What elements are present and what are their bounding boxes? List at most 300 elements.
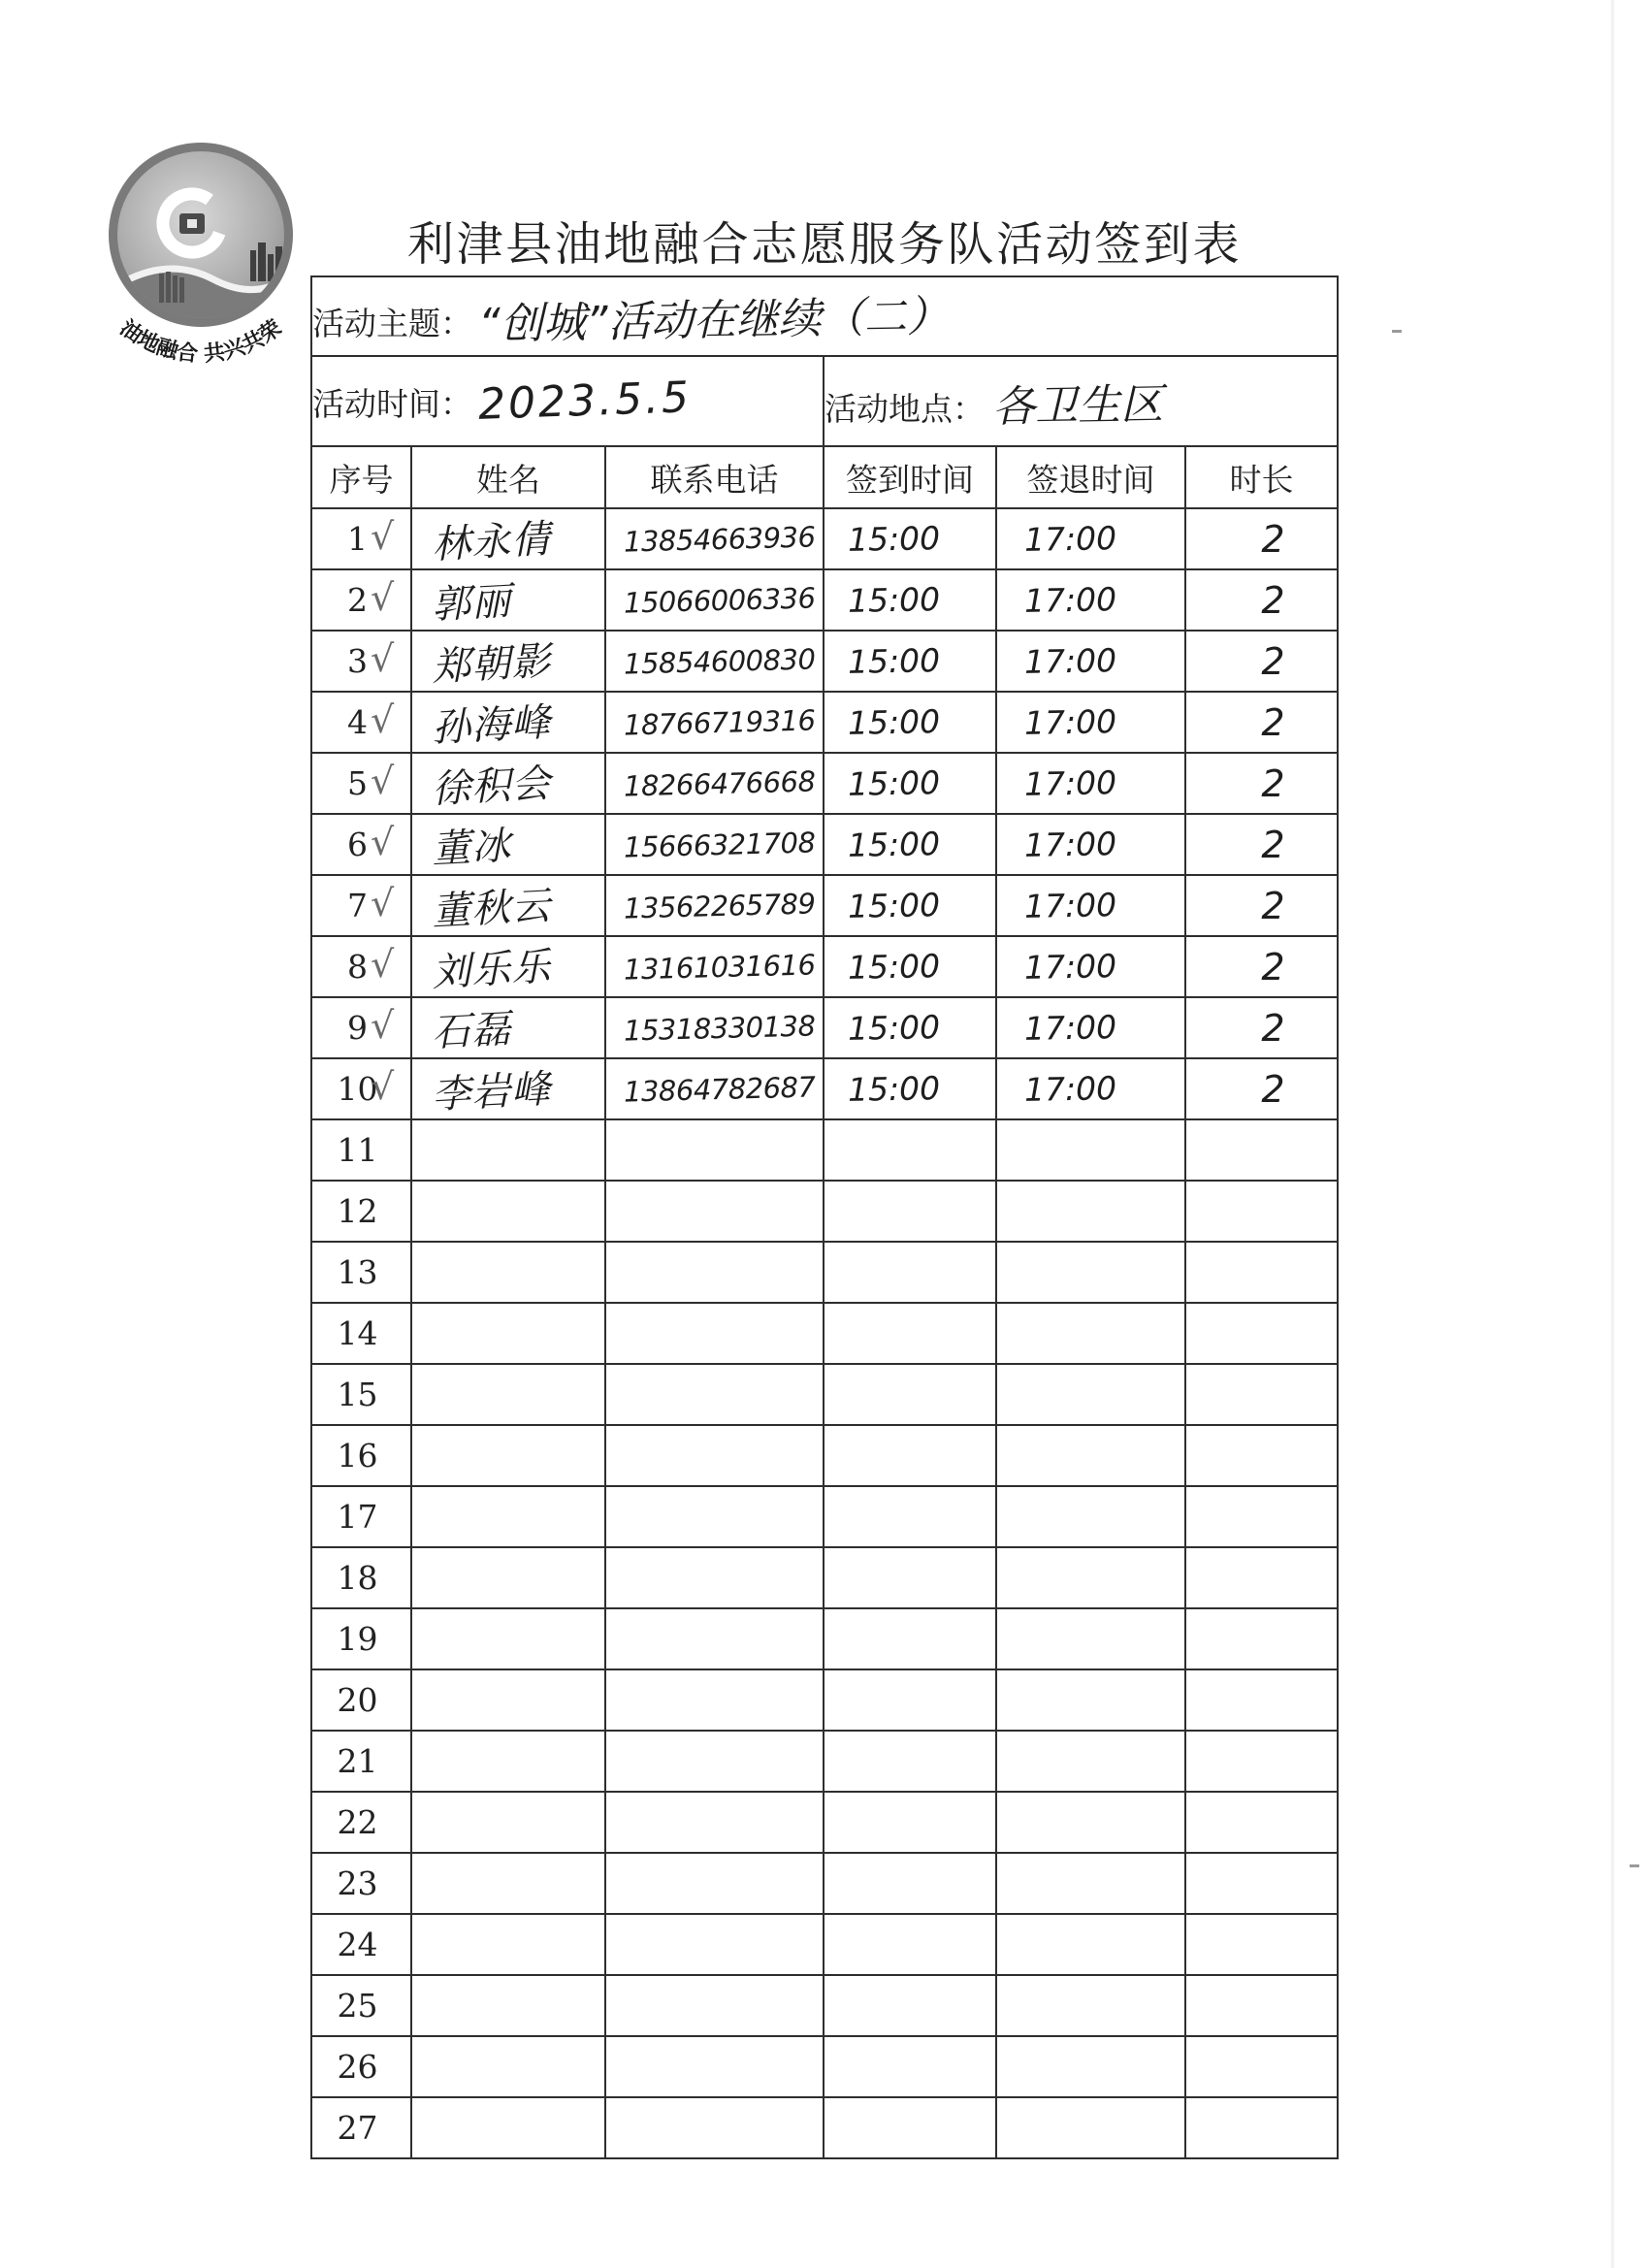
sign-in-cell — [824, 1792, 996, 1853]
name-cell — [411, 936, 605, 997]
sign-out-value: 17:00 — [1023, 763, 1117, 803]
sign-out-value: 17:00 — [1023, 825, 1117, 864]
row-number-cell — [311, 814, 411, 875]
phone-cell — [605, 1119, 824, 1181]
header-no: 序号 — [311, 446, 411, 508]
phone-value: 15318330138 — [623, 1008, 816, 1048]
sign-in-cell — [824, 2036, 996, 2097]
row-number: 19 — [337, 1620, 378, 1658]
row-number-cell — [311, 1242, 411, 1303]
phone-value: 13854663936 — [623, 519, 816, 559]
sign-in-cell — [824, 753, 996, 814]
phone-cell — [605, 631, 824, 692]
sign-out-cell — [996, 1914, 1185, 1975]
row-number: 13 — [337, 1253, 378, 1291]
sign-out-value: 17:00 — [1023, 947, 1117, 987]
check-mark: √ — [371, 1004, 395, 1047]
name-value: 董秋云 — [431, 883, 553, 935]
row-number: 18 — [337, 1559, 378, 1597]
row-number: 21 — [337, 1742, 378, 1780]
sign-in-cell — [824, 1058, 996, 1119]
hours-cell — [1185, 1181, 1338, 1242]
sign-out-cell — [996, 2036, 1185, 2097]
name-cell — [411, 875, 605, 936]
sign-in-cell — [824, 692, 996, 753]
row-number-cell — [311, 1669, 411, 1731]
sign-in-cell — [824, 631, 996, 692]
hours-value: 2 — [1261, 823, 1285, 866]
check-mark: √ — [371, 821, 395, 863]
row-number: 24 — [337, 1926, 378, 1963]
sign-in-cell — [824, 1669, 996, 1731]
check-mark: √ — [371, 1065, 395, 1108]
sign-out-cell — [996, 1975, 1185, 2036]
sign-out-cell — [996, 753, 1185, 814]
row-number: 1 — [347, 520, 368, 558]
row-number: 20 — [337, 1681, 378, 1719]
sign-in-cell — [824, 1242, 996, 1303]
sign-in-cell — [824, 1181, 996, 1242]
row-number-cell — [311, 753, 411, 814]
time-value: 2023.5.5 — [477, 373, 693, 430]
row-number-cell — [311, 1792, 411, 1853]
table-row — [311, 1486, 1338, 1547]
sign-out-cell — [996, 1242, 1185, 1303]
table-row — [311, 1975, 1338, 2036]
sign-out-cell — [996, 1669, 1185, 1731]
logo-caption-text: 油地融合 共兴共荣 — [114, 314, 287, 368]
phone-cell — [605, 692, 824, 753]
hours-value: 2 — [1261, 884, 1285, 927]
scan-speck — [1630, 1864, 1639, 1867]
row-number-cell — [311, 692, 411, 753]
sign-out-cell — [996, 1058, 1185, 1119]
sign-in-table — [310, 275, 1339, 2159]
table-row — [311, 875, 1338, 936]
table-row — [311, 1364, 1338, 1425]
phone-cell — [605, 1364, 824, 1425]
sign-in-cell — [824, 875, 996, 936]
name-value: 徐积会 — [431, 761, 553, 813]
phone-cell — [605, 1547, 824, 1608]
row-number: 8 — [347, 948, 368, 986]
sign-in-cell — [824, 1364, 996, 1425]
row-number: 7 — [347, 887, 368, 924]
name-value: 李岩峰 — [431, 1066, 553, 1118]
hours-cell — [1185, 1364, 1338, 1425]
hours-value: 2 — [1261, 639, 1285, 683]
sign-out-cell — [996, 508, 1185, 569]
check-mark: √ — [371, 760, 395, 802]
hours-cell — [1185, 508, 1338, 569]
sign-out-cell — [996, 814, 1185, 875]
sign-in-value: 15:00 — [847, 641, 941, 681]
phone-cell — [605, 1058, 824, 1119]
check-mark: √ — [371, 943, 395, 986]
row-number: 14 — [337, 1314, 378, 1352]
sign-in-cell — [824, 1608, 996, 1669]
phone-cell — [605, 875, 824, 936]
table-row — [311, 2097, 1338, 2158]
sign-out-value: 17:00 — [1023, 580, 1117, 620]
sign-out-value: 17:00 — [1023, 702, 1117, 742]
phone-value: 18266476668 — [623, 763, 816, 803]
phone-cell — [605, 1242, 824, 1303]
name-cell — [411, 1731, 605, 1792]
table-row — [311, 1914, 1338, 1975]
hours-cell — [1185, 814, 1338, 875]
time-cell — [311, 356, 824, 446]
name-cell — [411, 692, 605, 753]
hours-value: 2 — [1261, 700, 1285, 744]
name-value: 郑朝影 — [431, 638, 553, 691]
check-mark: √ — [371, 637, 395, 680]
sign-out-cell — [996, 1608, 1185, 1669]
hours-cell — [1185, 1425, 1338, 1486]
row-number: 17 — [337, 1498, 378, 1536]
sign-in-cell — [824, 1486, 996, 1547]
row-number-cell — [311, 1364, 411, 1425]
row-number-cell — [311, 1853, 411, 1914]
hours-cell — [1185, 2097, 1338, 2158]
name-cell — [411, 1853, 605, 1914]
table-row — [311, 1669, 1338, 1731]
place-value: 各卫生区 — [991, 378, 1164, 433]
row-number: 4 — [347, 703, 368, 741]
hours-cell — [1185, 1792, 1338, 1853]
scan-speck — [1392, 330, 1402, 333]
hours-cell — [1185, 1914, 1338, 1975]
check-mark: √ — [371, 882, 395, 924]
row-number: 5 — [347, 764, 368, 802]
hours-cell — [1185, 1975, 1338, 2036]
table-row — [311, 1119, 1338, 1181]
phone-cell — [605, 1181, 824, 1242]
name-cell — [411, 997, 605, 1058]
sign-out-cell — [996, 1853, 1185, 1914]
phone-cell — [605, 2097, 824, 2158]
table-row — [311, 1731, 1338, 1792]
sign-out-cell — [996, 997, 1185, 1058]
hours-cell — [1185, 1669, 1338, 1731]
table-row — [311, 569, 1338, 631]
phone-value: 15666321708 — [623, 825, 816, 864]
hours-cell — [1185, 753, 1338, 814]
sign-out-cell — [996, 1364, 1185, 1425]
row-number: 25 — [337, 1987, 378, 2025]
phone-cell — [605, 1486, 824, 1547]
theme-value: “创城”活动在继续（二） — [477, 291, 951, 350]
row-number-cell — [311, 631, 411, 692]
name-cell — [411, 753, 605, 814]
sign-in-cell — [824, 1914, 996, 1975]
row-number-cell — [311, 2036, 411, 2097]
phone-value: 15854600830 — [623, 641, 816, 681]
sign-in-value: 15:00 — [847, 519, 941, 559]
phone-cell — [605, 814, 824, 875]
table-row — [311, 997, 1338, 1058]
sign-out-cell — [996, 1303, 1185, 1364]
name-cell — [411, 1058, 605, 1119]
sign-in-value: 15:00 — [847, 947, 941, 987]
row-number: 16 — [337, 1437, 378, 1474]
phone-cell — [605, 997, 824, 1058]
table-row — [311, 814, 1338, 875]
hours-cell — [1185, 1608, 1338, 1669]
row-number: 23 — [337, 1864, 378, 1902]
sign-out-cell — [996, 1425, 1185, 1486]
table-row — [311, 2036, 1338, 2097]
place-label: 活动地点： — [824, 389, 985, 428]
sign-in-value: 15:00 — [847, 1008, 941, 1048]
row-number: 12 — [337, 1192, 378, 1230]
sign-in-cell — [824, 1975, 996, 2036]
theme-row — [311, 276, 1338, 356]
table-row — [311, 1181, 1338, 1242]
hours-value: 2 — [1261, 1006, 1285, 1050]
name-cell — [411, 1242, 605, 1303]
name-cell — [411, 1303, 605, 1364]
sign-out-cell — [996, 631, 1185, 692]
phone-cell — [605, 1303, 824, 1364]
header-row — [311, 446, 1338, 508]
phone-cell — [605, 936, 824, 997]
row-number-cell — [311, 1731, 411, 1792]
phone-cell — [605, 1608, 824, 1669]
row-number-cell — [311, 1303, 411, 1364]
phone-cell — [605, 2036, 824, 2097]
name-cell — [411, 1608, 605, 1669]
name-cell — [411, 814, 605, 875]
table-row — [311, 508, 1338, 569]
row-number-cell — [311, 1914, 411, 1975]
name-cell — [411, 2036, 605, 2097]
row-number-cell — [311, 1486, 411, 1547]
place-cell — [824, 356, 1338, 446]
hours-cell — [1185, 2036, 1338, 2097]
row-number: 26 — [337, 2048, 378, 2086]
header-sign-out: 签退时间 — [996, 446, 1185, 508]
row-number-cell — [311, 1608, 411, 1669]
row-number: 22 — [337, 1803, 378, 1841]
name-cell — [411, 1119, 605, 1181]
row-number: 15 — [337, 1376, 378, 1413]
sign-in-cell — [824, 1119, 996, 1181]
row-number: 3 — [347, 642, 368, 680]
sign-in-cell — [824, 1303, 996, 1364]
phone-cell — [605, 1425, 824, 1486]
sign-out-cell — [996, 692, 1185, 753]
name-cell — [411, 508, 605, 569]
phone-cell — [605, 1669, 824, 1731]
header-phone: 联系电话 — [605, 446, 824, 508]
row-number-cell — [311, 1975, 411, 2036]
row-number-cell — [311, 997, 411, 1058]
name-cell — [411, 1975, 605, 2036]
check-mark: √ — [371, 698, 395, 741]
phone-cell — [605, 1731, 824, 1792]
header-sign-in: 签到时间 — [824, 446, 996, 508]
phone-value: 18766719316 — [623, 702, 816, 742]
header-hours: 时长 — [1185, 446, 1338, 508]
sign-in-value: 15:00 — [847, 763, 941, 803]
name-cell — [411, 1364, 605, 1425]
name-cell — [411, 1181, 605, 1242]
scan-edge-shadow — [1610, 0, 1615, 2268]
sign-out-cell — [996, 569, 1185, 631]
row-number-cell — [311, 1058, 411, 1119]
name-cell — [411, 1486, 605, 1547]
name-value: 孙海峰 — [431, 699, 553, 752]
name-cell — [411, 1547, 605, 1608]
table-row — [311, 1792, 1338, 1853]
row-number: 6 — [347, 826, 368, 863]
sign-in-cell — [824, 936, 996, 997]
row-number: 27 — [337, 2109, 378, 2147]
hours-cell — [1185, 875, 1338, 936]
table-row — [311, 692, 1338, 753]
table-row — [311, 631, 1338, 692]
name-value: 石磊 — [431, 1006, 513, 1056]
row-number-cell — [311, 569, 411, 631]
name-cell — [411, 1914, 605, 1975]
sign-out-cell — [996, 875, 1185, 936]
page-title: 利津县油地融合志愿服务队活动签到表 — [406, 217, 1243, 272]
table-row — [311, 1058, 1338, 1119]
phone-value: 13562265789 — [623, 886, 816, 925]
hours-cell — [1185, 1731, 1338, 1792]
sign-out-value: 17:00 — [1023, 519, 1117, 559]
hours-cell — [1185, 1547, 1338, 1608]
name-cell — [411, 2097, 605, 2158]
hours-cell — [1185, 1486, 1338, 1547]
check-mark: √ — [371, 576, 395, 619]
row-number-cell — [311, 2097, 411, 2158]
phone-cell — [605, 753, 824, 814]
sign-in-cell — [824, 1547, 996, 1608]
table-row — [311, 1425, 1338, 1486]
theme-cell — [311, 276, 1338, 356]
hours-cell — [1185, 1303, 1338, 1364]
name-cell — [411, 569, 605, 631]
table-row — [311, 1303, 1338, 1364]
table-row — [311, 1242, 1338, 1303]
hours-cell — [1185, 936, 1338, 997]
hours-cell — [1185, 1853, 1338, 1914]
sign-in-cell — [824, 508, 996, 569]
sign-out-cell — [996, 2097, 1185, 2158]
sign-out-value: 17:00 — [1023, 1069, 1117, 1109]
sign-in-cell — [824, 814, 996, 875]
row-number: 11 — [337, 1131, 378, 1169]
hours-value: 2 — [1261, 1067, 1285, 1111]
row-number-cell — [311, 508, 411, 569]
table-row — [311, 936, 1338, 997]
sign-in-value: 15:00 — [847, 886, 941, 925]
sign-out-value: 17:00 — [1023, 641, 1117, 681]
phone-cell — [605, 1792, 824, 1853]
table-body — [311, 508, 1338, 2158]
name-value: 董冰 — [431, 823, 513, 873]
sign-out-cell — [996, 1486, 1185, 1547]
sign-in-cell — [824, 997, 996, 1058]
name-cell — [411, 1669, 605, 1731]
row-number-cell — [311, 1547, 411, 1608]
sign-in-cell — [824, 1425, 996, 1486]
name-cell — [411, 1792, 605, 1853]
sign-in-value: 15:00 — [847, 580, 941, 620]
phone-value: 15066006336 — [623, 580, 816, 620]
name-value: 郭丽 — [431, 578, 513, 629]
sign-out-cell — [996, 1119, 1185, 1181]
hours-value: 2 — [1261, 761, 1285, 805]
row-number-cell — [311, 936, 411, 997]
sign-in-cell — [824, 1731, 996, 1792]
sign-out-cell — [996, 1731, 1185, 1792]
sign-out-value: 17:00 — [1023, 1008, 1117, 1048]
sign-out-cell — [996, 1547, 1185, 1608]
table-row — [311, 1608, 1338, 1669]
hours-value: 2 — [1261, 517, 1285, 561]
phone-cell — [605, 1975, 824, 2036]
table-row — [311, 1853, 1338, 1914]
time-label: 活动时间： — [312, 385, 472, 423]
hours-cell — [1185, 569, 1338, 631]
hours-cell — [1185, 692, 1338, 753]
phone-cell — [605, 508, 824, 569]
row-number-cell — [311, 1119, 411, 1181]
name-cell — [411, 631, 605, 692]
hours-cell — [1185, 1119, 1338, 1181]
name-value: 林永倩 — [431, 516, 553, 568]
sign-out-cell — [996, 1181, 1185, 1242]
sign-in-cell — [824, 1853, 996, 1914]
sign-out-value: 17:00 — [1023, 886, 1117, 925]
check-mark: √ — [371, 515, 395, 558]
sign-in-value: 15:00 — [847, 825, 941, 864]
hours-cell — [1185, 1058, 1338, 1119]
phone-value: 13864782687 — [623, 1069, 816, 1109]
sign-out-cell — [996, 936, 1185, 997]
phone-cell — [605, 1914, 824, 1975]
sign-in-cell — [824, 2097, 996, 2158]
hours-cell — [1185, 997, 1338, 1058]
phone-value: 13161031616 — [623, 947, 816, 987]
table-row — [311, 753, 1338, 814]
phone-cell — [605, 569, 824, 631]
hours-cell — [1185, 1242, 1338, 1303]
row-number-cell — [311, 875, 411, 936]
phone-cell — [605, 1853, 824, 1914]
row-number: 2 — [347, 581, 368, 619]
name-value: 刘乐乐 — [431, 944, 553, 996]
sign-out-cell — [996, 1792, 1185, 1853]
theme-label: 活动主题： — [312, 305, 472, 342]
sign-in-cell — [824, 569, 996, 631]
hours-value: 2 — [1261, 578, 1285, 622]
name-cell — [411, 1425, 605, 1486]
sign-in-value: 15:00 — [847, 1069, 941, 1109]
sign-in-value: 15:00 — [847, 702, 941, 742]
table-row — [311, 1547, 1338, 1608]
hours-cell — [1185, 631, 1338, 692]
row-number-cell — [311, 1425, 411, 1486]
header-name: 姓名 — [411, 446, 605, 508]
time-place-row — [311, 356, 1338, 446]
row-number: 10 — [337, 1070, 378, 1108]
row-number-cell — [311, 1181, 411, 1242]
hours-value: 2 — [1261, 945, 1285, 988]
